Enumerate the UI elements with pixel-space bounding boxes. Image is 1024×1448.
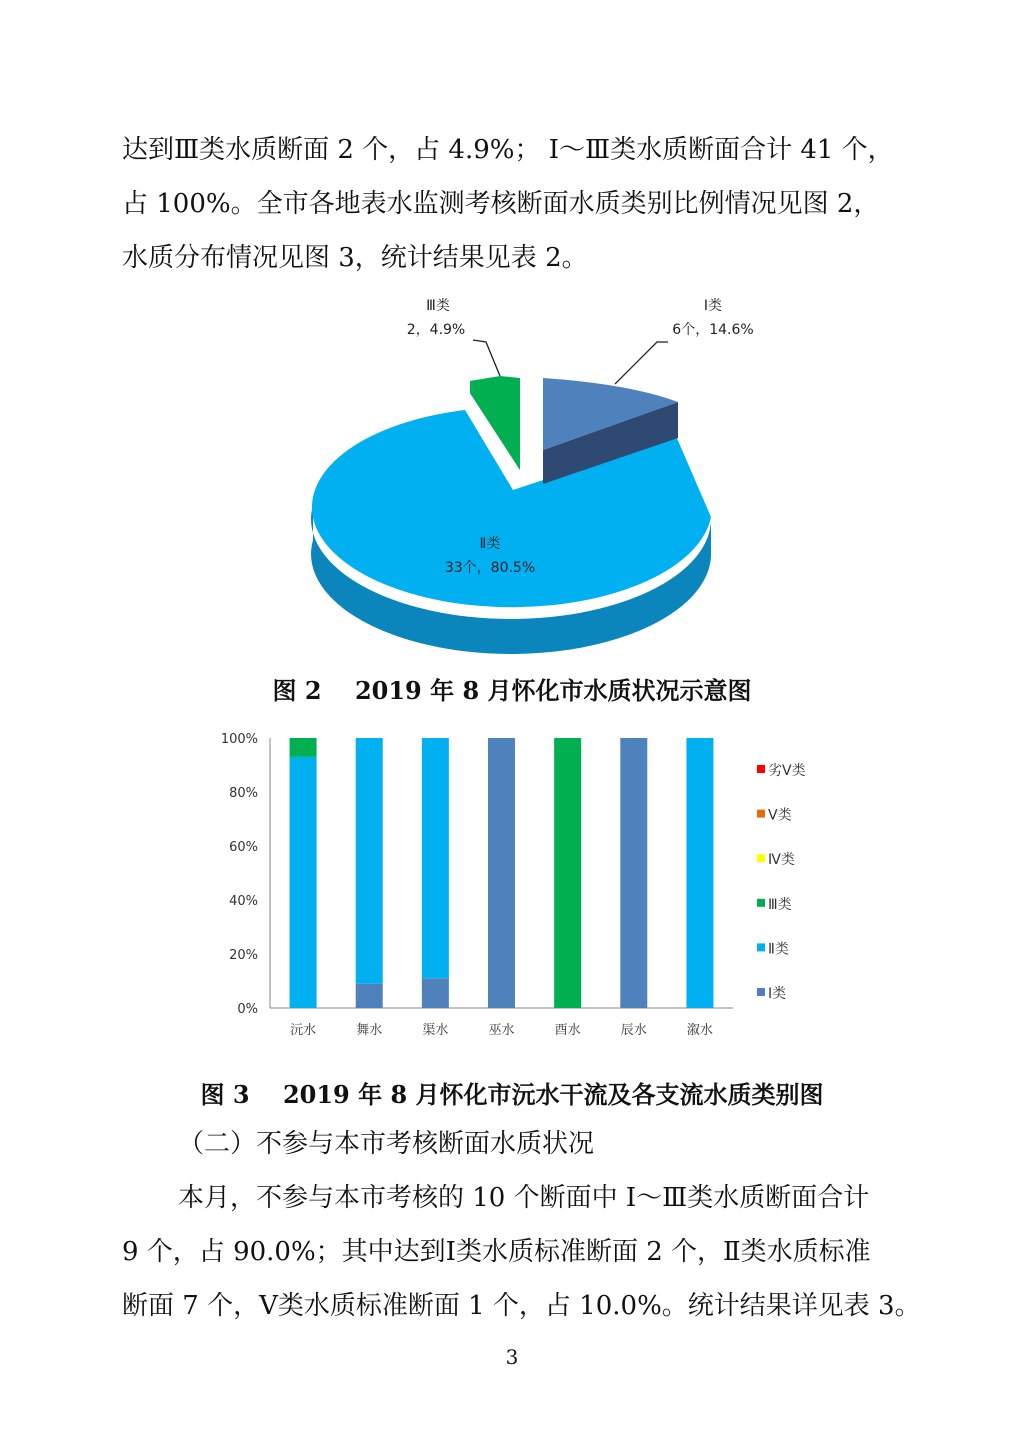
legend-swatch (757, 943, 765, 951)
pie-label-iii-name: Ⅲ类 (426, 298, 450, 314)
legend-swatch (757, 854, 765, 862)
bar-segment (356, 984, 383, 1008)
paragraph2-line-1: 本月，不参与本市考核的 10 个断面中 Ⅰ～Ⅲ类水质断面合计 (178, 1183, 870, 1213)
bar-segment (290, 738, 317, 757)
leader-line-i (615, 342, 668, 384)
y-tick-label: 0% (237, 1002, 258, 1017)
legend-label: Ⅳ类 (768, 852, 795, 869)
figure-2-caption: 图 2 2019 年 8 月怀化市水质状况示意图 (272, 676, 752, 705)
legend-swatch (757, 899, 765, 907)
legend-swatch (757, 810, 765, 818)
y-tick-label: 80% (229, 786, 258, 801)
legend-swatch (757, 765, 765, 773)
leader-line-iii (473, 340, 500, 376)
bar-segment (620, 738, 647, 1008)
x-tick-label: 巫水 (488, 1023, 515, 1038)
bar-segment (422, 978, 449, 1008)
stacked-bar-chart (221, 732, 806, 1038)
legend-swatch (757, 988, 765, 996)
y-tick-label: 20% (229, 948, 258, 963)
y-tick-label: 100% (220, 732, 258, 747)
bar-segment (554, 738, 581, 1008)
x-tick-label: 沅水 (290, 1023, 317, 1038)
x-tick-label: 辰水 (620, 1023, 647, 1038)
page-number: 3 (505, 1345, 519, 1369)
legend-label: Ⅴ类 (768, 807, 792, 824)
paragraph-line-2: 占 100%。全市各地表水监测考核断面水质类别比例情况见图 2， (122, 189, 880, 219)
figure-3-caption: 图 3 2019 年 8 月怀化市沅水干流及各支流水质类别图 (200, 1080, 824, 1109)
legend-label: Ⅰ类 (768, 986, 787, 1002)
pie-label-iii-detail: 2，4.9% (406, 322, 466, 338)
y-tick-label: 60% (229, 840, 258, 855)
bar-segment (686, 738, 713, 1008)
x-tick-label: 酉水 (554, 1023, 581, 1038)
pie-label-ii-detail: 33个，80.5% (444, 560, 536, 576)
paragraph-line-3: 水质分布情况见图 3，统计结果见表 2。 (122, 243, 588, 273)
paragraph-line-1: 达到Ⅲ类水质断面 2 个，占 4.9%； Ⅰ～Ⅲ类水质断面合计 41 个， (122, 135, 894, 165)
section-subheading: （二）不参与本市考核断面水质状况 (178, 1129, 595, 1159)
legend-label: 劣Ⅴ类 (768, 763, 806, 779)
pie-label-i-name: Ⅰ类 (703, 298, 723, 314)
legend-label: Ⅱ类 (768, 941, 789, 958)
legend-label: Ⅲ类 (768, 896, 792, 913)
pie-label-i-detail: 6个，14.6% (672, 322, 754, 338)
x-tick-label: 渠水 (422, 1023, 449, 1038)
paragraph2-line-3: 断面 7 个，Ⅴ类水质标准断面 1 个，占 10.0%。统计结果详见表 3。 (122, 1291, 921, 1321)
x-tick-label: 舞水 (356, 1023, 383, 1038)
y-tick-label: 40% (229, 894, 258, 909)
bar-segment (290, 757, 317, 1008)
pie-chart (311, 297, 754, 654)
x-tick-label: 溆水 (686, 1023, 713, 1038)
pie-label-ii-name: Ⅱ类 (479, 536, 501, 552)
bar-segment (422, 738, 449, 978)
bar-segment (488, 738, 515, 1008)
bar-segment (356, 738, 383, 984)
paragraph2-line-2: 9 个，占 90.0%；其中达到Ⅰ类水质标准断面 2 个，Ⅱ类水质标准 (122, 1237, 871, 1267)
